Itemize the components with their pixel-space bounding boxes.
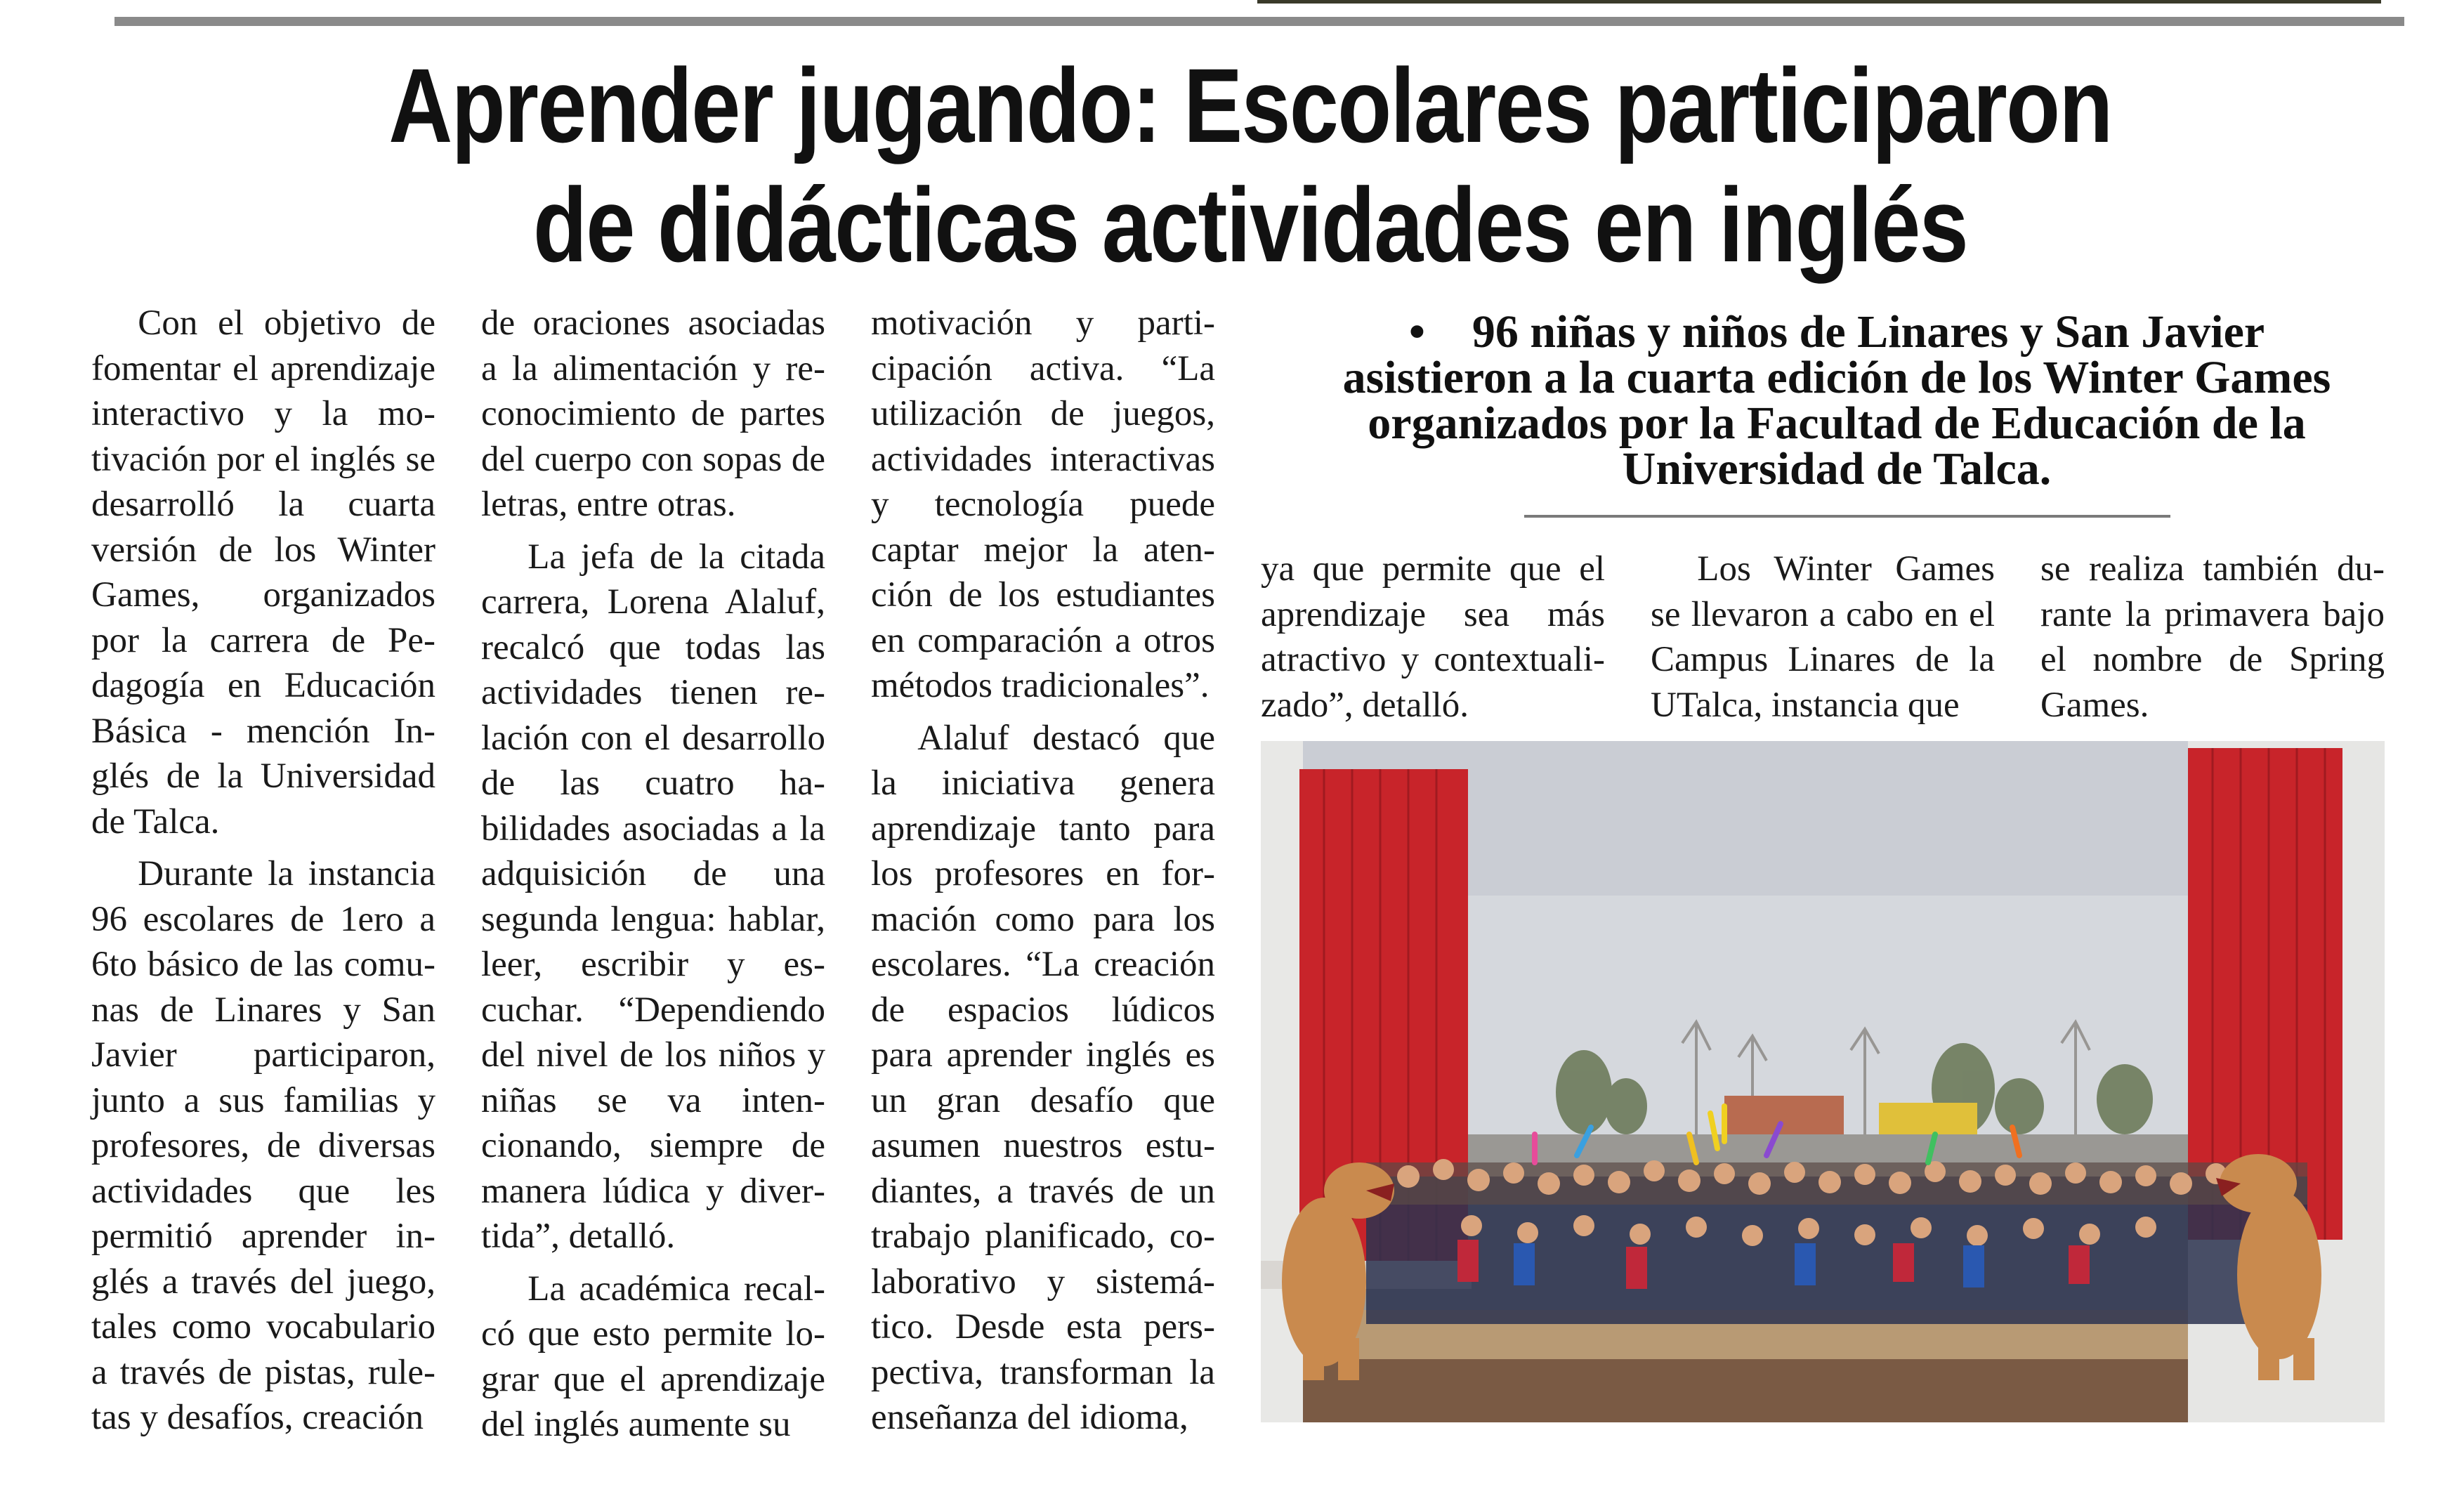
subhead-line-2: asistieron a la cuarta edición de los Winter Games <box>1342 352 2331 403</box>
paragraph: se realiza también durante la primavera bajo el nombre de Spring Games. <box>2040 549 2385 725</box>
top-rule <box>114 17 2404 26</box>
headline <box>336 46 2165 284</box>
group-photo <box>1261 741 2385 1422</box>
paragraph: motivación y participación activa. “La utilización de juegos, actividades interactivas y tecnología puede captar mejor la atención de los estudiantes en comparación a otros métodos tradicionales”. <box>871 303 1215 705</box>
paragraph: Durante la instancia 96 escolares de 1ero a 6to básico de las comunas de Linares y San Javier participaron, junto a sus familias y profesores, de diversas actividades que les permitió aprender inglés a través del juego, tales como vocabulario a través de pistas, ruletas y desafíos, creación <box>91 854 435 1437</box>
paragraph: La jefa de la citada carrera, Lorena Alaluf, recalcó que todas las actividades tienen relación con el desarrollo de las cuatro habilidades asociadas a la adquisición de una segunda lengua: hablar, leer, escribir y escuchar. “Dependiendo del nivel de los niños y niñas se va intencionando, siempre de manera lúdica y divertida”, detalló. <box>481 537 825 1256</box>
body-column-6 <box>2040 546 2385 728</box>
headline-line-2: de didácticas actividades en inglés <box>532 166 1968 284</box>
subhead-line-1: 96 niñas y niños de Linares y San Javier <box>1472 306 2265 358</box>
subhead-line-3: organizados por la Facultad de Educación de la <box>1368 398 2306 449</box>
body-column-4 <box>1261 546 1605 728</box>
paragraph: La académica recalcó que esto permite lograr que el aprendizaje del inglés aumente su <box>481 1269 825 1444</box>
paragraph: Alaluf destacó que la iniciativa genera aprendizaje tanto para los profesores en formación como para los escolares. “La creación de espacios lúdicos para aprender inglés es un gran desafío que asumen nuestros estudiantes, a través de un trabajo planificado, colaborativo y sistemático. Desde esta perspectiva, transforman la enseñanza del idioma, <box>871 718 1215 1437</box>
bullet-icon: • <box>1408 306 1425 358</box>
paragraph: Con el objetivo de fomentar el aprendizaje interactivo y la motivación por el inglés se desarrolló la cuarta versión de los Winter Games, organizados por la carrera de Pedagogía en Educación Básica - mención Inglés de la Universidad de Talca. <box>91 303 435 841</box>
subhead-line-4: Universidad de Talca. <box>1622 443 2052 494</box>
headline-line-1: Aprender jugando: Escolares participaron <box>388 46 2112 164</box>
subhead-rule <box>1524 515 2170 518</box>
body-column-2 <box>481 301 825 1448</box>
paragraph: de oraciones asociadas a la alimentación y reconocimiento de partes del cuerpo con sopas de letras, entre otras. <box>481 303 825 524</box>
body-column-1 <box>91 301 435 1441</box>
body-column-5 <box>1651 546 1995 728</box>
paragraph: Los Winter Games se llevaron a cabo en el Campus Linares de la UTalca, instancia que <box>1651 549 1995 725</box>
subheadline <box>1261 306 2413 494</box>
paragraph: ya que permite que el aprendizaje sea más atractivo y contextualizado”, detalló. <box>1261 549 1605 725</box>
top-accent-rule <box>1257 0 2381 4</box>
body-column-3 <box>871 301 1215 1441</box>
